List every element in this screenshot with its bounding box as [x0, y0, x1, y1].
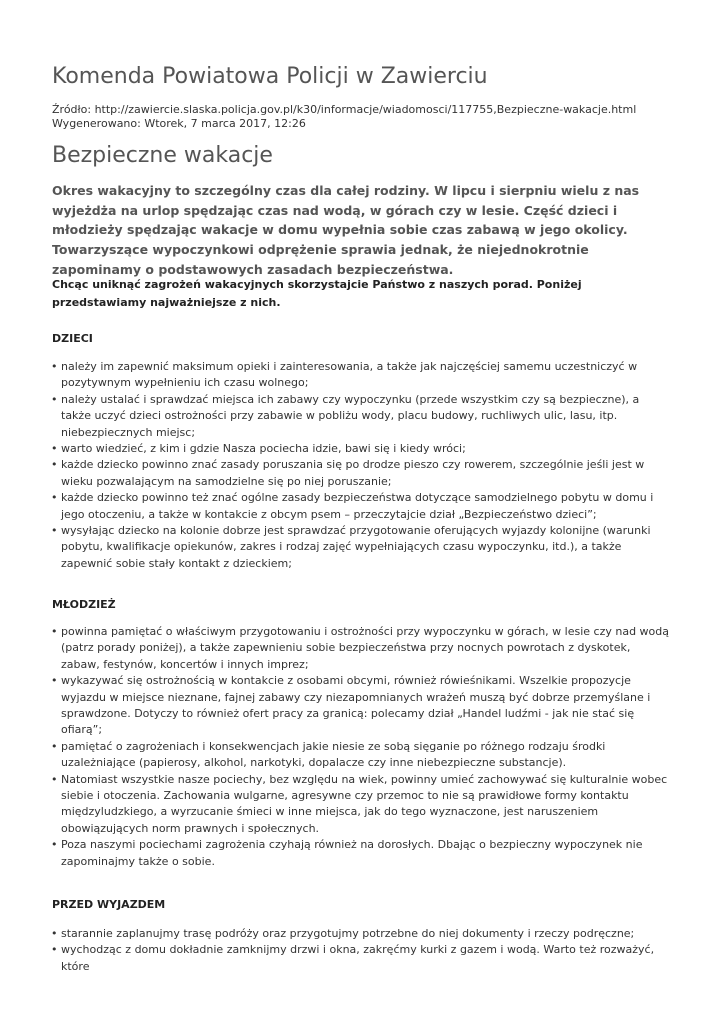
section-list-przed-wyjazdem — [52, 926, 672, 975]
section-heading-dzieci: DZIECI — [52, 332, 93, 345]
document-meta — [52, 103, 636, 131]
list-item: • wychodząc z domu dokładnie zamknijmy drzwi i okna, zakręćmy kurki z gazem i wodą. Warto też rozważyć, które — [52, 942, 672, 975]
list-item: • każde dziecko powinno znać zasady poruszania się po drodze pieszo czy rowerem, szczególnie jeśli jest w wieku pozwalającym na samodzielne się po niej poruszanie; — [52, 457, 672, 490]
section-list-dzieci — [52, 359, 672, 572]
list-item: • powinna pamiętać o właściwym przygotowaniu i ostrożności przy wypoczynku w górach, w lesie czy nad wodą (patrz porady poniżej), a także zapewnieniu sobie bezpieczeństwa przy nocnych powrotach z dyskotek, zabaw, festynów, koncertów i innych imprez; — [52, 624, 672, 673]
source-line: Źródło: http://zawiercie.slaska.policja.gov.pl/k30/informacje/wiadomosci/117755,Bezpieczne-wakacje.html — [52, 103, 637, 116]
list-item: • wysyłając dziecko na kolonie dobrze jest sprawdzać przygotowanie oferujących wyjazdy kolonijne (warunki pobytu, kwalifikacje opiekunów, zakres i rodzaj zajęć wypełniających czasu wypoczynku, itd.), a także zapewnić sobie stały kontakt z dzieckiem; — [52, 523, 672, 572]
list-item: • każde dziecko powinno też znać ogólne zasady bezpieczeństwa dotyczące samodzielnego pobytu w domu i jego otoczeniu, a także w kontakcie z obcym psem – przeczytajcie dział „Bezpieczeństwo dzieci”; — [52, 490, 672, 523]
list-item: • Poza naszymi pociechami zagrożenia czyhają również na dorosłych. Dbając o bezpieczny wypoczynek nie zapominajmy także o sobie. — [52, 837, 672, 870]
list-item: • warto wiedzieć, z kim i gdzie Nasza pociecha idzie, bawi się i kiedy wróci; — [52, 441, 672, 457]
site-title: Komenda Powiatowa Policji w Zawierciu — [52, 64, 488, 89]
list-item: • pamiętać o zagrożeniach i konsekwencjach jakie niesie ze sobą sięganie po różnego rodzaju środki uzależniające (papierosy, alkohol, narkotyki, dopalacze czy inne niebezpieczne substancje). — [52, 739, 672, 772]
section-list-mlodziez — [52, 624, 672, 870]
generated-line: Wygenerowano: Wtorek, 7 marca 2017, 12:26 — [52, 117, 306, 130]
list-item: • Natomiast wszystkie nasze pociechy, bez względu na wiek, powinny umieć zachowywać się kulturalnie wobec siebie i otoczenia. Zachowania wulgarne, agresywne czy przemoc to nie są prawidłowe formy kontaktu międzyludzkiego, a wyrzucanie śmieci w inne miejsca, jak do tego wyznaczone, jest naruszeniem obowiązujących norm prawnych i społecznych. — [52, 772, 672, 838]
list-item: • starannie zaplanujmy trasę podróży oraz przygotujmy potrzebne do niej dokumenty i rzeczy podręczne; — [52, 926, 672, 942]
section-heading-przed-wyjazdem: PRZED WYJAZDEM — [52, 898, 166, 911]
list-item: • należy ustalać i sprawdzać miejsca ich zabawy czy wypoczynku (przede wszystkim czy są bezpieczne), a także uczyć dzieci ostrożności przy zabawie w pobliżu wody, placu budowy, ruchliwych ulic, lasu, itp. niebezpiecznych miejsc; — [52, 392, 672, 441]
article-intro: Chcąc uniknąć zagrożeń wakacyjnych skorzystajcie Państwo z naszych porad. Poniżej przedstawiamy najważniejsze z nich. — [52, 278, 582, 309]
article-lead: Okres wakacyjny to szczególny czas dla całej rodziny. W lipcu i sierpniu wielu z nas wyjeżdża na urlop spędzając czas nad wodą, w górach czy w lesie. Część dzieci i młodzieży spędzając wakacje w domu wypełnia sobie czas zabawą w jego okolicy. Towarzyszące wypoczynkowi odprężenie sprawia jednak, że niejednokrotnie zapominamy o podstawowych zasadach bezpieczeństwa. — [52, 183, 640, 277]
section-heading-mlodziez: MŁODZIEŻ — [52, 598, 116, 611]
list-item: • wykazywać się ostrożnością w kontakcie z osobami obcymi, również rówieśnikami. Wszelkie propozycje wyjazdu w miejsce nieznane, fajnej zabawy czy niezapomnianych wrażeń muszą być dobrze przemyślane i sprawdzone. Dotyczy to również ofert pracy za granicą: polecamy dział „Handel ludźmi - jak nie stać się ofiarą”; — [52, 673, 672, 739]
article-title: Bezpieczne wakacje — [52, 143, 273, 168]
list-item: • należy im zapewnić maksimum opieki i zainteresowania, a także jak najczęściej samemu uczestniczyć w pozytywnym wypełnieniu ich czasu wolnego; — [52, 359, 672, 392]
